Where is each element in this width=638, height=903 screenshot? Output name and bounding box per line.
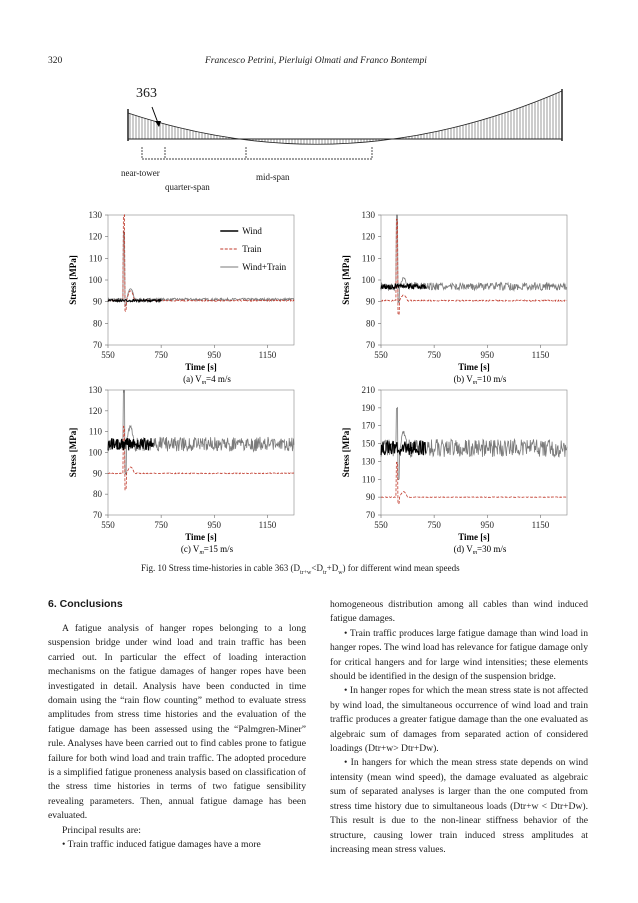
bridge-hangers — [130, 92, 559, 144]
x-tick-label: 1150 — [258, 520, 277, 530]
y-tick-label: 70 — [93, 510, 102, 520]
x-tick-label: 550 — [101, 520, 115, 530]
y-tick-label: 90 — [93, 468, 102, 479]
y-tick-label: 100 — [88, 447, 102, 458]
x-tick-label: 950 — [480, 520, 495, 530]
y-tick-label: 90 — [366, 492, 375, 503]
running-header-authors: Francesco Petrini, Pierluigi Olmati and Franco Bontempi — [205, 56, 427, 66]
x-tick-label: 550 — [374, 350, 388, 360]
x-tick-label: 950 — [480, 350, 495, 360]
y-tick-label: 70 — [366, 510, 375, 520]
panel-subtitle: (d) $V_m=30$ m/s — [453, 544, 507, 555]
x-tick-label: 950 — [207, 350, 222, 360]
x-tick-label: 1150 — [258, 350, 277, 360]
y-tick-label: 190 — [361, 402, 375, 413]
x-tick-label: 750 — [154, 520, 168, 530]
plot-area — [108, 390, 294, 515]
y-tick-label: 100 — [88, 275, 102, 285]
x-axis-label: Time [s] — [185, 532, 217, 542]
y-tick-label: 80 — [93, 318, 102, 329]
y-axis-label: Stress [MPa] — [341, 255, 351, 305]
cable-363-label: 363 — [136, 86, 157, 101]
chart-d-vm-30 — [335, 380, 575, 555]
conclusions-bullet-1-start: • Train traffic induced fatigue damages have a more — [62, 839, 261, 851]
panel-subtitle: (a) $V_m=4$ m/s — [183, 374, 231, 385]
y-tick-label: 110 — [88, 253, 102, 264]
y-tick-label: 120 — [88, 231, 102, 242]
panel-subtitle: (b) $V_m=10$ m/s — [453, 374, 507, 385]
x-tick-label: 750 — [427, 520, 441, 530]
y-tick-label: 80 — [366, 318, 375, 329]
y-tick-label: 210 — [361, 385, 375, 395]
y-axis-label: Stress [MPa] — [341, 427, 351, 478]
x-tick-label: 550 — [101, 350, 115, 360]
y-tick-label: 70 — [93, 340, 102, 350]
chart-c-vm-15 — [62, 380, 302, 555]
x-tick-label: 1150 — [531, 520, 550, 530]
conclusions-bullet-2: • Train traffic produces large fatigue damage than wind load in hanger ropes. The wind load has relevance for fatigue damage only for critical hangers and for large wind intensities; these elements should be identified in the design of the suspension bridge. — [330, 627, 588, 683]
conclusions-bullet-4: • In hangers for which the mean stress state depends on wind intensity (mean wind speed), the damage evaluated as algebraic sum of separated analyses is larger than the one computed from stress time history due to simultaneous loads (Dtr+w < Dtr+Dw). This result is due to the non-linear stiffness behavior of the structure, causing lower train induced stress amplitudes at increasing mean stress values. — [330, 757, 588, 855]
x-axis-label: Time [s] — [458, 532, 490, 542]
figure-caption: Fig. 10 Stress time-histories in cable 363 $(D_{tr+w}<D_{tr}+D_w)$ for different wind mean speeds — [141, 563, 460, 576]
conclusions-bullet-1-end: homogeneous distribution among all cables than wind induced fatigue damages. — [330, 599, 588, 625]
series-line-train — [108, 426, 294, 490]
y-axis-label: Stress [MPa] — [68, 427, 78, 478]
y-tick-label: 130 — [361, 456, 375, 467]
x-tick-label: 550 — [374, 520, 388, 530]
x-tick-label: 950 — [207, 520, 222, 530]
series-line-train — [381, 462, 567, 503]
y-tick-label: 100 — [361, 275, 375, 285]
y-tick-label: 130 — [361, 210, 375, 220]
series-line-wind-plus-train — [108, 390, 294, 474]
mid-span-label: mid-span — [256, 172, 290, 182]
series-line-wind — [108, 300, 161, 302]
bridge-schematic — [110, 85, 580, 195]
conclusions-paragraph-2: Principal results are: — [62, 824, 141, 836]
y-axis-label: Stress [MPa] — [68, 255, 78, 305]
x-tick-label: 750 — [154, 350, 168, 360]
conclusions-left-column — [48, 622, 306, 853]
y-tick-label: 130 — [88, 385, 102, 395]
chart-a-vm-4 — [62, 205, 302, 385]
conclusions-bullet-3: • In hanger ropes for which the mean stress state is not affected by wind load, the simultaneous occurrence of wind load and train traffic produces a greater fatigue damage than the one evaluated as algebraic sum of damages from separated action of considered loadings (Dtr+w> Dtr+Dw). — [330, 685, 588, 755]
x-tick-label: 1150 — [531, 350, 550, 360]
section-title-conclusions: 6. Conclusions — [48, 598, 123, 610]
y-tick-label: 80 — [93, 489, 102, 500]
y-tick-label: 120 — [361, 231, 375, 242]
y-tick-label: 90 — [366, 296, 375, 307]
y-tick-label: 120 — [88, 405, 102, 416]
series-line-wind — [381, 284, 426, 289]
panel-subtitle: (c) $V_m=15$ m/s — [180, 544, 234, 555]
x-axis-label: Time [s] — [185, 362, 217, 372]
y-tick-label: 150 — [361, 438, 375, 449]
y-tick-label: 70 — [366, 340, 375, 350]
legend-label: Wind — [242, 226, 262, 236]
series-line-train — [381, 219, 567, 315]
near-tower-label: near-tower — [121, 168, 160, 178]
y-tick-label: 110 — [88, 426, 102, 437]
legend-label: Train — [242, 244, 262, 254]
y-tick-label: 90 — [93, 296, 102, 307]
y-tick-label: 170 — [361, 420, 375, 431]
x-axis-label: Time [s] — [458, 362, 490, 372]
legend-label: Wind+Train — [242, 262, 287, 272]
conclusions-right-column — [330, 598, 588, 857]
chart-b-vm-10 — [335, 205, 575, 385]
quarter-span-label: quarter-span — [165, 182, 210, 192]
plot-area — [381, 215, 567, 345]
y-tick-label: 110 — [361, 474, 375, 485]
series-line-wind-plus-train — [381, 215, 567, 303]
page-number: 320 — [48, 56, 63, 66]
x-tick-label: 750 — [427, 350, 441, 360]
y-tick-label: 130 — [88, 210, 102, 220]
conclusions-paragraph-1: A fatigue analysis of hanger ropes belonging to a long suspension bridge under wind load and train traffic has been carried out. In particular the effect of loading interaction mechanisms on the fatigue damages of hanger ropes have been investigated in detail. Analysis have been conducted in time domain using the “rain flow counting” method to evaluate stress amplitudes from stress time histories and the evaluation of the fatigue damage has been assessed using the “Palmgren-Miner” rule. Analyses have been carried out to find cables prone to fatigue failure for both wind load and train traffic. The adopted procedure is a simplified fatigue proneness analysis based on classification of the stress time histories in terms of two fatigue sensibility revealing parameters. Then, annual fatigue damage has been evaluated. — [48, 623, 306, 822]
y-tick-label: 110 — [361, 253, 375, 264]
plot-area — [108, 215, 294, 345]
